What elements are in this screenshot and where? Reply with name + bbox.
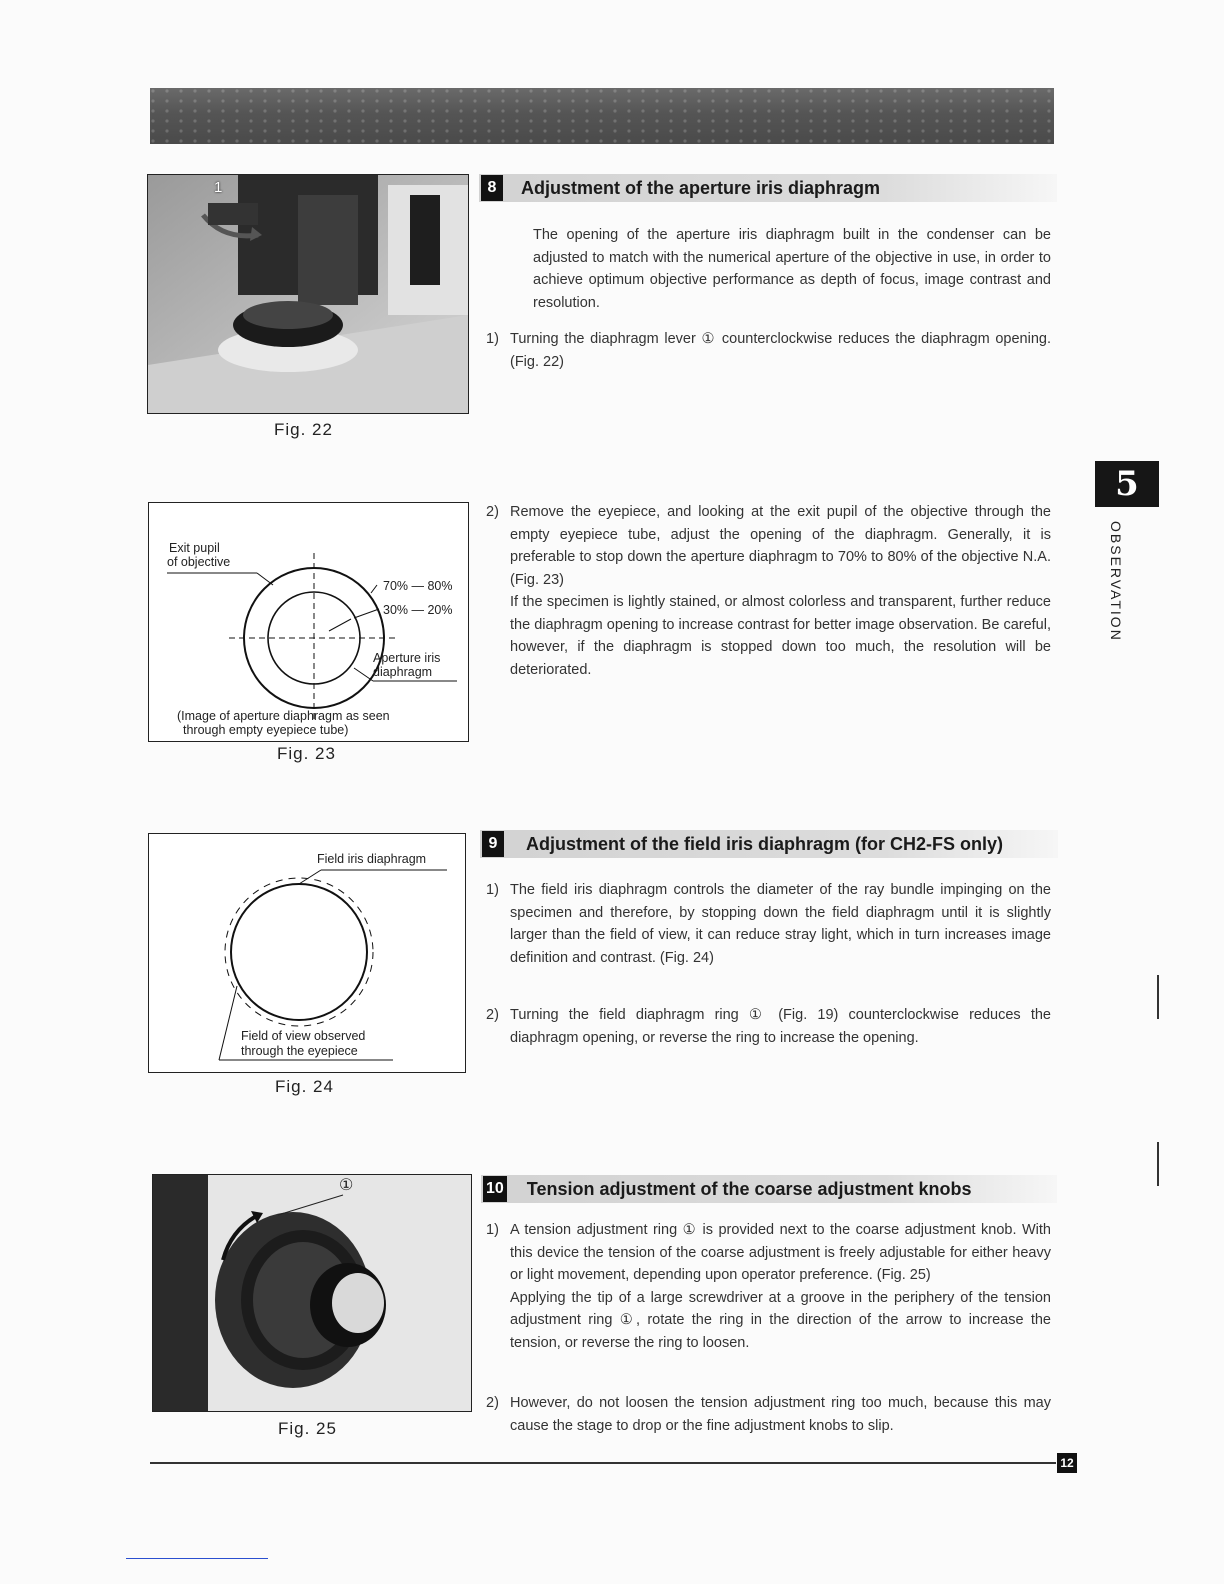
fig25-caption: Fig. 25 — [278, 1419, 337, 1438]
chapter-label: OBSERVATION — [1108, 521, 1124, 642]
item-text-extra: Applying the tip of a large screwdriver at a groove in the periphery of the tension adjustment ring ①, rotate the ring in the direction of the arrow to increase the tension, or reverse the ring to loosen. — [510, 1289, 1051, 1351]
section-9-header — [480, 830, 1058, 858]
label-aperture-1: Aperture iris — [373, 651, 441, 665]
label-field-iris: Field iris diaphragm — [317, 852, 427, 866]
fig24-diagram — [148, 833, 466, 1073]
item-text-extra: If the specimen is lightly stained, or almost colorless and transparent, further reduce the diaphragm opening to increase contrast for better image observation. Be careful, however, if the diaphragm is stopped down too much, the resolution will be deteriorated. — [510, 594, 1051, 678]
fig23-note-1: (Image of aperture diaphragm as seen — [177, 709, 390, 723]
chapter-tab: 5 — [1095, 461, 1159, 507]
footer-rule — [150, 1462, 1056, 1464]
section-10-number: 10 — [483, 1176, 507, 1202]
aperture-diagram-lines — [149, 503, 468, 741]
label-70-80: 70% — 80% — [383, 579, 453, 593]
page-number: 12 — [1057, 1453, 1077, 1473]
fig22-photo — [147, 174, 469, 414]
header-banner — [150, 88, 1054, 144]
section-8-item-1 — [486, 328, 1051, 373]
section-9-number: 9 — [482, 831, 504, 857]
fig23-note-2: through empty eyepiece tube) — [183, 723, 349, 737]
coarse-knob-image — [153, 1175, 471, 1411]
item-number: 2) — [486, 1007, 499, 1023]
fig22-caption: Fig. 22 — [274, 420, 333, 439]
label-exit-pupil-1: Exit pupil — [169, 541, 220, 555]
fig24-caption: Fig. 24 — [275, 1077, 334, 1096]
label-30-20: 30% — 20% — [383, 603, 453, 617]
label-fov-1: Field of view observed — [241, 1029, 366, 1043]
fig23-diagram — [148, 502, 469, 742]
item-number: 1) — [486, 331, 499, 347]
fig25-callout: ① — [339, 1177, 354, 1194]
item-text: However, do not loosen the tension adjustment ring too much, because this may cause the stage to drop or the fine adjustment knobs to slip. — [510, 1395, 1051, 1434]
section-9-title: Adjustment of the field iris diaphragm (for CH2-FS only) — [526, 833, 1004, 854]
item-number: 2) — [486, 1395, 499, 1411]
bottom-link-line — [126, 1558, 268, 1559]
section-10-header — [481, 1175, 1057, 1203]
microscope-condenser-image — [148, 175, 468, 413]
fig23-caption: Fig. 23 — [277, 744, 336, 763]
item-number: 1) — [486, 1222, 499, 1238]
section-8-item-2 — [486, 501, 1051, 681]
section-10-title: Tension adjustment of the coarse adjustment knobs — [526, 1178, 972, 1199]
section-8-intro: The opening of the aperture iris diaphragm built in the condenser can be adjusted to match with the numerical aperture of the objective in use, in order to achieve optimum objective performance as depth of focus, image contrast and resolution. — [533, 227, 1051, 311]
section-9-item-1 — [486, 879, 1051, 969]
margin-mark — [1157, 1142, 1159, 1186]
label-exit-pupil-2: of objective — [167, 555, 231, 569]
item-text: Turning the field diaphragm ring ① (Fig. 19) counterclockwise reduces the diaphragm opening, or reverse the ring to increase the opening. — [510, 1007, 1051, 1046]
label-fov-2: through the eyepiece — [241, 1044, 358, 1058]
item-text: The field iris diaphragm controls the diameter of the ray bundle impinging on the specimen and therefore, by stopping down the field diaphragm until it is slightly larger than the field of view, it can reduce stray light, which in turn increases image definition and contrast. (Fig. 24) — [510, 882, 1051, 966]
item-text: A tension adjustment ring ① is provided next to the coarse adjustment knob. With this device the tension of the coarse adjustment is freely adjustable for either heavy or light movement, depending upon operator preference. (Fig. 25) — [510, 1222, 1051, 1283]
fig22-callout: 1 — [214, 179, 223, 196]
item-text: Remove the eyepiece, and looking at the exit pupil of the objective through the empty eyepiece tube, adjust the opening of the diaphragm. Generally, it is preferable to stop down the aperture diaphragm to 70% to 80% of the objective N.A. (Fig. 23) — [510, 504, 1051, 588]
fig25-photo — [152, 1174, 472, 1412]
item-number: 1) — [486, 882, 499, 898]
item-text: Turning the diaphragm lever ① counterclockwise reduces the diaphragm opening. (Fig. 22) — [510, 331, 1051, 370]
label-aperture-2: diaphragm — [373, 665, 433, 679]
section-8-header — [479, 174, 1057, 202]
section-8-number: 8 — [481, 175, 503, 201]
margin-mark — [1157, 975, 1159, 1019]
section-9-item-2 — [486, 1004, 1051, 1049]
section-10-item-1 — [486, 1219, 1051, 1354]
item-number: 2) — [486, 504, 499, 520]
section-8-title: Adjustment of the aperture iris diaphragm — [521, 177, 881, 198]
section-10-item-2 — [486, 1392, 1051, 1437]
